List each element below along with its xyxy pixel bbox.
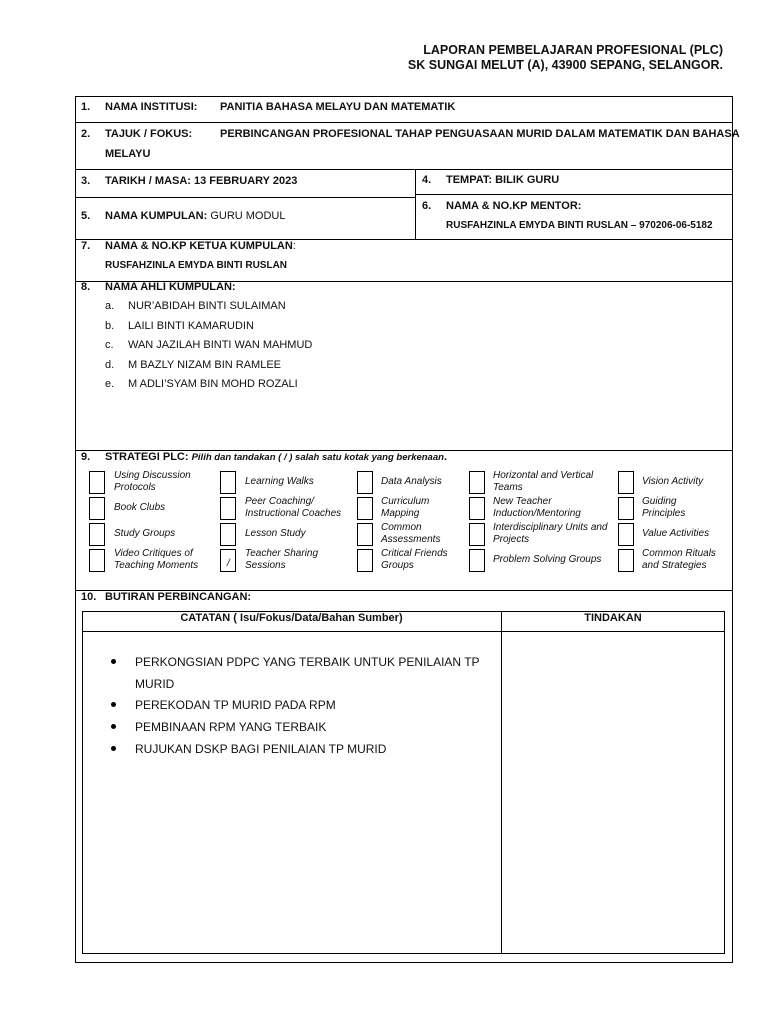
strategy-label-line: Vision Activity — [642, 476, 704, 487]
check-mark: / — [227, 558, 230, 569]
tajuk-value: PERBINCANGAN PROFESIONAL TAHAP PENGUASAAN MURID DALAM MATEMATIK DAN BAHASA — [220, 128, 740, 140]
strategy-label — [245, 548, 318, 571]
strategy-label-line: and Strategies — [642, 559, 707, 571]
strategy-label — [493, 470, 593, 493]
strategy-label-line: Data Analysis — [381, 476, 442, 487]
strategy-checkbox[interactable] — [220, 523, 236, 546]
strategy-label-line: Book Clubs — [114, 502, 166, 513]
report-header — [408, 43, 723, 73]
member-letter: d. — [105, 359, 115, 371]
strategy-checkbox[interactable] — [89, 523, 105, 546]
row-divider — [415, 194, 733, 195]
member-letter: c. — [105, 339, 114, 351]
bullet-icon — [111, 659, 116, 664]
strategy-label-line: Sessions — [245, 559, 286, 571]
mentor-value: RUSFAHZINLA EMYDA BINTI RUSLAN – 970206-06-5182 — [446, 220, 713, 231]
strategy-label — [381, 548, 448, 571]
strategy-label — [114, 548, 198, 571]
strategy-label-line: Guiding — [642, 496, 677, 507]
item-number: 3. — [81, 175, 91, 187]
column-divider — [415, 169, 416, 239]
item-number: 5. — [81, 210, 91, 222]
strategy-checkbox[interactable] — [618, 523, 634, 546]
strategy-label — [245, 528, 306, 540]
strategy-label-line: Critical Friends — [381, 548, 448, 559]
strategy-checkbox[interactable] — [469, 471, 485, 494]
strategy-label — [493, 496, 581, 519]
strategy-checkbox[interactable] — [220, 471, 236, 494]
strategy-label — [493, 554, 601, 566]
institusi-value: PANITIA BAHASA MELAYU DAN MATEMATIK — [220, 101, 456, 113]
strategy-label — [381, 496, 429, 519]
strategy-label — [381, 522, 440, 545]
tajuk-value-cont: MELAYU — [105, 148, 151, 160]
strategi-heading — [105, 451, 447, 463]
catatan-header: CATATAN ( Isu/Fokus/Data/Bahan Sumber) — [180, 612, 403, 624]
strategy-label-line: Video Critiques of — [114, 548, 193, 559]
member-letter: a. — [105, 300, 115, 312]
strategy-checkbox[interactable] — [357, 497, 373, 520]
row-divider — [75, 197, 415, 198]
strategy-label — [114, 502, 165, 514]
item-number: 7. — [81, 240, 91, 252]
butiran-label: BUTIRAN PERBINCANGAN: — [105, 591, 252, 603]
member-name: LAILI BINTI KAMARUDIN — [128, 320, 254, 332]
strategy-checkbox[interactable] — [469, 549, 485, 572]
member-name: NUR’ABIDAH BINTI SULAIMAN — [128, 300, 286, 312]
ahli-label: NAMA AHLI KUMPULAN: — [105, 281, 236, 293]
discussion-point: RUJUKAN DSKP BAGI PENILAIAN TP MURID — [135, 742, 387, 756]
item-number: 4. — [422, 174, 432, 186]
bullet-icon — [111, 702, 116, 707]
strategy-label-line: Projects — [493, 533, 530, 545]
strategy-label-line: Instructional Coaches — [245, 507, 342, 519]
item-number: 9. — [81, 451, 91, 463]
strategy-label-line: Common Rituals — [642, 548, 716, 559]
kumpulan-label: NAMA KUMPULAN: — [105, 210, 208, 222]
member-name: WAN JAZILAH BINTI WAN MAHMUD — [128, 339, 313, 351]
strategy-checkbox[interactable] — [618, 549, 634, 572]
strategy-label — [642, 476, 703, 488]
strategy-label-line: Assessments — [381, 533, 441, 545]
strategy-checkbox[interactable] — [357, 471, 373, 494]
discussion-point: PEMBINAAN RPM YANG TERBAIK — [135, 720, 327, 734]
row-divider — [75, 169, 733, 170]
strategy-label — [642, 548, 716, 571]
strategi-instruction: Pilih dan tandakan ( / ) salah satu kotak yang berkenaan — [191, 452, 444, 463]
strategy-label — [642, 528, 709, 540]
institusi-label: NAMA INSTITUSI: — [105, 101, 198, 113]
tempat-label: TEMPAT: BILIK GURU — [446, 174, 560, 186]
strategy-checkbox[interactable] — [469, 497, 485, 520]
discussion-point: PEREKODAN TP MURID PADA RPM — [135, 698, 336, 712]
strategy-label — [493, 522, 608, 545]
strategy-checkbox[interactable] — [618, 497, 634, 520]
strategy-checkbox[interactable] — [89, 549, 105, 572]
item-number: 8. — [81, 281, 91, 293]
item-number: 6. — [422, 200, 432, 212]
kumpulan-value: GURU MODUL — [210, 210, 286, 222]
strategy-checkbox[interactable] — [357, 523, 373, 546]
member-letter: b. — [105, 320, 115, 332]
ketua-value: RUSFAHZINLA EMYDA BINTI RUSLAN — [105, 260, 288, 271]
member-letter: e. — [105, 378, 115, 390]
strategy-label — [245, 496, 341, 519]
strategy-label — [245, 476, 314, 488]
item-number: 2. — [81, 128, 91, 140]
strategy-label — [114, 528, 175, 540]
strategy-label-line: Induction/Mentoring — [493, 507, 581, 519]
strategy-label-line: Principles — [642, 507, 686, 519]
strategy-label-line: Protocols — [114, 481, 156, 493]
row-divider — [75, 122, 733, 123]
strategy-checkbox[interactable] — [220, 497, 236, 520]
discussion-point-cont: MURID — [135, 677, 175, 691]
school-name: SK SUNGAI MELUT (A), 43900 SEPANG, SELANGOR. — [407, 58, 723, 72]
strategy-checkbox[interactable] — [89, 471, 105, 494]
strategy-label-line: Using Discussion — [114, 470, 191, 481]
strategy-label-line: Value Activities — [642, 528, 710, 539]
table-header-divider — [82, 631, 725, 632]
member-name: M BAZLY NIZAM BIN RAMLEE — [128, 359, 282, 371]
strategy-label-line: Peer Coaching/ — [245, 496, 314, 507]
strategy-label-line: Teacher Sharing — [245, 548, 319, 559]
strategy-checkbox[interactable] — [618, 471, 634, 494]
strategy-label-line: Common — [381, 522, 422, 533]
strategy-label-line: Lesson Study — [245, 528, 306, 539]
strategy-label — [381, 476, 442, 488]
strategy-label — [114, 470, 191, 493]
strategy-label-line: Mapping — [381, 507, 420, 519]
strategy-label-line: Groups — [381, 559, 414, 571]
strategy-label — [642, 496, 685, 519]
kumpulan-field — [105, 210, 285, 222]
strategi-period: . — [443, 451, 447, 463]
tindakan-header: TINDAKAN — [584, 612, 642, 624]
item-number: 1. — [81, 101, 91, 113]
strategy-label-line: New Teacher — [493, 496, 552, 507]
discussion-point: PERKONGSIAN PDPC YANG TERBAIK UNTUK PENILAIAN TP — [135, 655, 480, 669]
report-title: LAPORAN PEMBELAJARAN PROFESIONAL (PLC) — [423, 43, 723, 57]
strategy-checkbox[interactable] — [89, 497, 105, 520]
bullet-icon — [111, 724, 116, 729]
strategy-label-line: Curriculum — [381, 496, 430, 507]
strategy-label-line: Teams — [493, 481, 523, 493]
strategy-label-line: Horizontal and Vertical — [493, 470, 594, 481]
item-number: 10. — [81, 591, 97, 603]
strategy-label-line: Teaching Moments — [114, 559, 199, 571]
ketua-label: NAMA & NO.KP KETUA KUMPULAN — [105, 240, 293, 252]
member-name: M ADLI’SYAM BIN MOHD ROZALI — [128, 378, 298, 390]
mentor-label: NAMA & NO.KP MENTOR: — [446, 200, 582, 212]
table-column-divider — [501, 611, 502, 954]
strategy-label-line: Interdisciplinary Units and — [493, 522, 608, 533]
strategy-checkbox[interactable] — [469, 523, 485, 546]
ketua-field — [105, 240, 296, 252]
tarikh-label: TARIKH / MASA: 13 FEBRUARY 2023 — [105, 175, 298, 187]
strategy-label-line: Problem Solving Groups — [493, 554, 602, 565]
ketua-colon: : — [292, 240, 296, 252]
strategy-label-line: Learning Walks — [245, 476, 314, 487]
bullet-icon — [111, 746, 116, 751]
strategi-label: STRATEGI PLC: — [105, 451, 189, 463]
tajuk-label: TAJUK / FOKUS: — [105, 128, 193, 140]
strategy-checkbox[interactable] — [357, 549, 373, 572]
strategy-label-line: Study Groups — [114, 528, 176, 539]
